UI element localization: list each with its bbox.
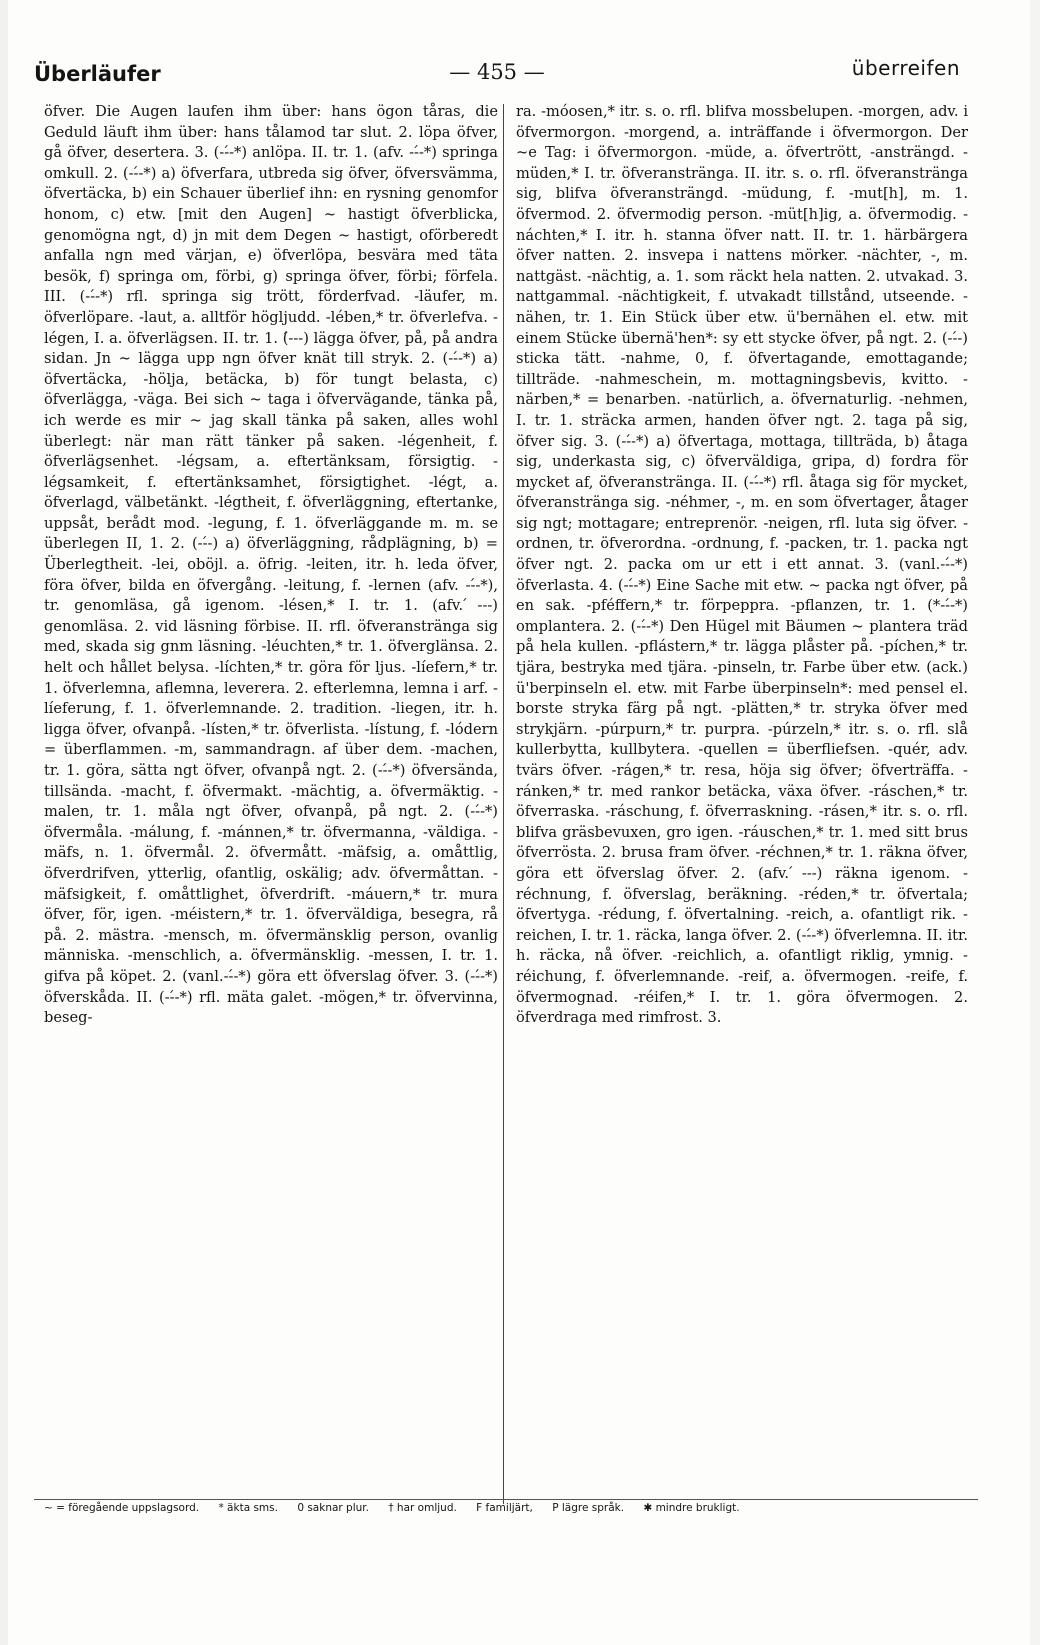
legend-item: F familjärt, (476, 1502, 533, 1514)
footer-rule (34, 1499, 978, 1500)
right-headword: überreifen (851, 56, 960, 80)
left-headword: Überläufer (34, 62, 161, 86)
right-column-text: ra. -móosen,* itr. s. o. rfl. blifva mossbelupen. -morgen, adv. i öfvermorgon. -morgend, a. inträffande i öfvermorgon. Der ~e Tag: i öfvermorgon. -müde, a. öfvertrött, -ansträngd. -müden,* I. tr. öfveranstränga. II. itr. s. o. rfl. öfveranstränga sig, blifva öfveransträngd. -müdung, f. -mut[h], m. 1. öfvermod. 2. öfvermodig person. -müt[h]ig, a. öfvermodig. -náchten,* I. itr. h. stanna öfver natt. II. tr. 1. härbärgera öfver natten. 2. insvepa i nattens mörker. -nächter, -, m. nattgäst. -nächtig, a. 1. som räckt hela natten. 2. utvakad. 3. nattgammal. -nächtigkeit, f. utvakadt tillstånd, utseende. -nähen, tr. 1. Ein Stück über etw. ü'bernähen el. etw. mit einem Stücke übernä'hen*: sy ett stycke öfver, på ngt. 2. (--́-) sticka tätt. -nahme, 0, f. öfvertagande, emottagande; tillträde. -nahmeschein, m. mottagningsbevis, kvitto. -närben,* = benarben. -natürlich, a. öfvernaturlig. -nehmen, I. tr. 1. sträcka armen, handen öfver ngt. 2. taga på sig, öfver sig. 3. (--́-*) a) öfvertaga, mottaga, tillträda, b) åtaga sig, underkasta sig, c) öfverväldiga, gripa, d) fordra för mycket af, öfveranstränga. II. (--́-*) rfl. åtaga sig för mycket, öfveranstränga sig. -néhmer, -, m. en som öfvertager, åtager sig ngt; mottagare; entreprenör. -neigen, rfl. luta sig öfver. -ordnen, tr. öfverordna. -ordnung, f. -packen, tr. 1. packa ngt öfver ngt. 2. packa om ur ett i ett annat. 3. (vanl.--́-*) öfverlasta. 4. (--́-*) Eine Sache mit etw. ~ packa ngt öfver, på en sak. -pféffern,* tr. förpeppra. -pflanzen, tr. 1. (*--́-*) omplantera. 2. (--́-*) Den Hügel mit Bäumen ~ plantera träd på hela kullen. -pflástern,* tr. lägga plåster på. -píchen,* tr. tjära, bestryka med tjära. -pinseln, tr. Farbe über etw. (ack.) ü'berpinseln el. etw. mit Farbe überpinseln*: med pensel el. borste stryka färg på ngt. -plätten,* tr. stryka öfver med strykjärn. -púrpurn,* tr. purpra. -púrzeln,* itr. s. o. rfl. slå kullerbytta, kullbytera. -quellen = überfliefsen. -quér, adv. tvärs öfver. -rágen,* tr. resa, höja sig öfver; öfverträffa. -ránken,* tr. med rankor betäcka, växa öfver. -ráschen,* tr. öfverraska. -ráschung, f. öfverraskning. -rásen,* itr. s. o. rfl. blifva gräsbevuxen, gro igen. -ráuschen,* tr. 1. med sitt brus öfverrösta. 2. brusa fram öfver. -réchnen,* tr. 1. räkna öfver, göra ett öfverslag öfver. 2. (afv. ́---) räkna igenom. -réchnung, f. öfverslag, beräkning. -réden,* tr. öfvertala; öfvertyga. -rédung, f. öfvertalning. -reich, a. ofantligt rik. -reichen, I. tr. 1. räcka, langa öfver. 2. (--́-*) öfverlemna. II. itr. h. räcka, nå öfver. -reichlich, a. ofantligt riklig, ymnig. -réichung, f. öfverlemnande. -reif, a. öfvermogen. -reife, f. öfvermognad. -réifen,* I. tr. 1. göra öfvermogen. 2. öfverdraga med rimfrost. 3. (516, 103, 968, 1027)
left-column-text: öfver. Die Augen laufen ihm über: hans ögon tåras, die Geduld läuft ihm über: hans tålamod tar slut. 2. löpa öfver, gå öfver, desertera. 3. (--́-*) anlöpa. II. tr. 1. (afv. --́-*) springa omkull. 2. (--́-*) a) öfverfara, utbreda sig öfver, öfversvämma, öfvertäcka, b) ein Schauer überlief ihn: en rysning genomfor honom, c) etw. [mit den Augen] ~ hastigt öfverblicka, genomögna ngt, d) jn mit dem Degen ~ hastigt, oförberedt anfalla ngn med värjan, e) öfverlöpa, besvära med täta besök, f) springa om, förbi, g) springa öfver, förbi; förfela. III. (--́-*) rfl. springa sig trött, förderfvad. -läufer, m. öfverlöpare. -laut, a. alltför högljudd. -lében,* tr. öfverlefva. -légen, I. a. öfverlägsen. II. tr. 1. (́---) lägga öfver, på, på andra sidan. Jn ~ lägga upp ngn öfver knät till stryk. 2. (--́-*) a) öfvertäcka, -hölja, betäcka, b) för tungt belasta, c) öfverlägga, -väga. Bei sich ~ taga i öfvervägande, tänka på, ich werde es mir ~ jag skall tänka på saken, alles wohl überlegt: när man rätt tänker på saken. -légenheit, f. öfverlägsenhet. -légsam, a. eftertänksam, försigtig. -légsamkeit, f. eftertänksamhet, försigtighet. -légt, a. öfverlagd, välbetänkt. -légtheit, f. öfverläggning, eftertanke, uppsåt, berådt mod. -legung, f. 1. öfverläggande m. m. se überlegen II, 1. 2. (--́-) a) öfverläggning, rådplägning, b) = Überlegtheit. -lei, oböjl. a. öfrig. -leiten, itr. h. leda öfver, föra öfver, bilda en öfvergång. -leitung, f. -lernen (afv. --́-*), tr. genomläsa, gå igenom. -lésen,* I. tr. 1. (afv. ́---) genomläsa. 2. vid läsning förbise. II. rfl. öfveranstränga sig med, skada sig gnm läsning. -léuchten,* tr. 1. öfverglänsa. 2. helt och hållet belysa. -líchten,* tr. göra för ljus. -líefern,* tr. 1. öfverlemna, aflemna, leverera. 2. efterlemna, lemna i arf. -líeferung, f. 1. öfverlemnande. 2. tradition. -liegen, itr. h. ligga öfver, ofvanpå. -lísten,* tr. öfverlista. -lístung, f. -lódern = überflammen. -m, sammandragn. af über dem. -machen, tr. 1. göra, sätta ngt öfver, ofvanpå ngt. 2. (--́-*) öfversända, tillsända. -macht, f. öfvermakt. -mächtig, a. öfvermäktig. -malen, tr. 1. måla ngt öfver, ofvanpå, på ngt. 2. (--́-*) öfvermåla. -málung, f. -mánnen,* tr. öfvermanna, -väldiga. -mäfs, n. 1. öfvermål. 2. öfvermått. -mäfsig, a. omåttlig, öfverdrifven, ytterlig, ofantlig, oskälig; adv. öfvermåttan. -mäfsigkeit, f. omåttlighet, öfverdrift. -máuern,* tr. mura öfver, för, igen. -méistern,* tr. 1. öfverväldiga, besegra, rå på. 2. mästra. -mensch, m. öfvermänsklig person, ovanlig människa. -menschlich, a. öfvermänsklig. -messen, I. tr. 1. gifva på köpet. 2. (vanl.--́-*) göra ett öfverslag öfver. 3. (--́-*) öfverskåda. II. (--́-*) rfl. mäta galet. -mögen,* tr. öfvervinna, beseg- (44, 103, 498, 1027)
column-divider (503, 104, 504, 1504)
legend-item: * äkta sms. (218, 1502, 278, 1514)
legend-item: ✱ mindre brukligt. (643, 1502, 740, 1514)
scan-edge-right (1030, 0, 1040, 1645)
legend-item: ~ = föregående uppslagsord. (44, 1502, 200, 1514)
page-number: — 455 — (449, 60, 545, 84)
scan-edge-left (0, 0, 8, 1645)
legend-item: 0 saknar plur. (297, 1502, 369, 1514)
legend-item: † har omljud. (388, 1502, 457, 1514)
left-column (44, 102, 498, 1542)
abbreviation-legend (44, 1502, 974, 1514)
page-header (34, 56, 960, 96)
legend-item: P lägre språk. (552, 1502, 625, 1514)
right-column (516, 102, 968, 1542)
